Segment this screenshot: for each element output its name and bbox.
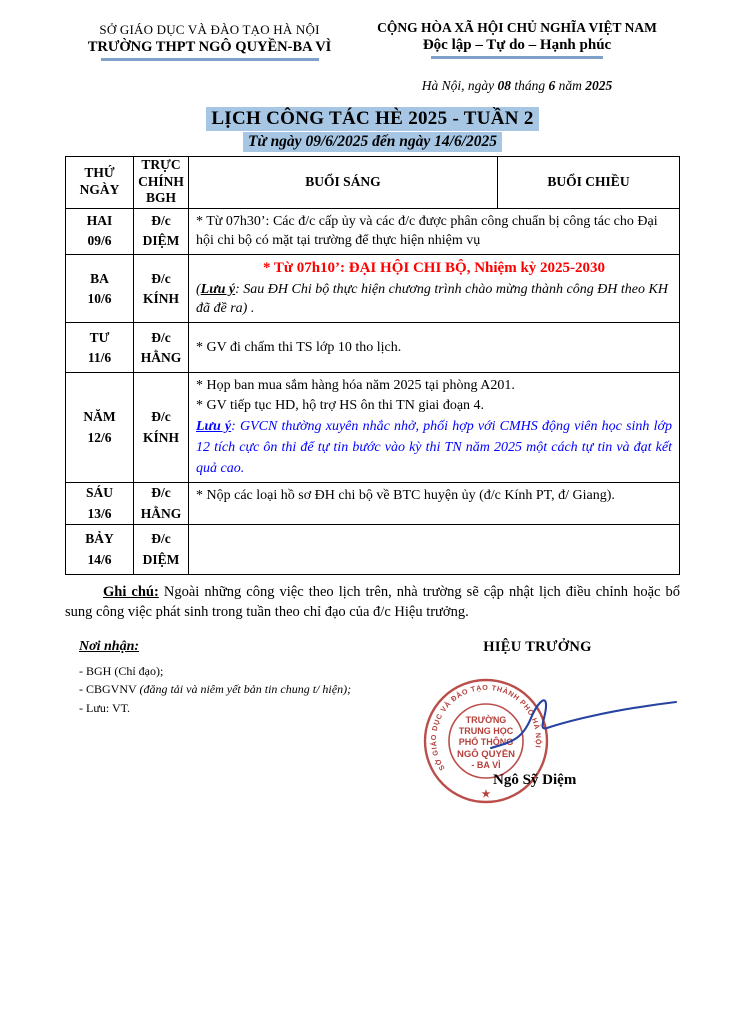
day-cell: SÁU 13/6 (66, 483, 134, 525)
stamp-center-line: PHỔ THÔNG (458, 736, 514, 747)
task-text: * Họp ban mua sắm hàng hóa năm 2025 tại phòng A201. (196, 378, 515, 394)
content-cell (189, 255, 680, 323)
table-row-saturday (66, 525, 680, 575)
duty-cell: Đ/c KÍNH (134, 373, 189, 483)
content-cell (189, 483, 680, 525)
day-cell: TƯ 11/6 (66, 323, 134, 373)
task-text: * Từ 07h30’: Các đ/c cấp ủy và các đ/c được phân công chuẩn bị công tác cho Đại hội chi bộ có mặt tại trường để thực hiện nhiệm vụ (196, 213, 658, 249)
date-month: 6 (548, 77, 556, 93)
task-text: * GV đi chấm thi TS lớp 10 tho lịch. (196, 339, 402, 355)
date-day: 08 (497, 77, 511, 93)
event-note: (Lưu ý: Sau ĐH Chi bộ thực hiện chương trình chào mừng thành công ĐH theo KH đã đề ra) . (196, 281, 668, 317)
table-row-tuesday (66, 255, 680, 323)
footnote-label: Ghi chú: (103, 584, 159, 601)
signature-block (395, 639, 680, 824)
duty-cell: Đ/c DIỆM (134, 208, 189, 255)
issuing-org-block (65, 20, 354, 61)
header-rule-right (431, 56, 603, 59)
day-cell: NĂM 12/6 (66, 373, 134, 483)
duty-cell: Đ/c HẰNG (134, 483, 189, 525)
date-year: 2025 (585, 77, 613, 93)
table-header-row (66, 156, 680, 208)
table-row-wednesday (66, 323, 680, 373)
col-header-morning: BUỔI SÁNG (189, 156, 498, 208)
duty-cell: Đ/c HẰNG (134, 323, 189, 373)
day-cell: BA 10/6 (66, 255, 134, 323)
day-cell: HAI 09/6 (66, 208, 134, 255)
date-text: Hà Nội, ngày (421, 77, 498, 93)
col-header-day: THỨ NGÀY (66, 156, 134, 208)
content-cell (189, 323, 680, 373)
content-cell (189, 208, 680, 255)
note-label: Lưu ý (196, 419, 232, 435)
content-cell (189, 525, 680, 575)
national-motto: Độc lập – Tự do – Hạnh phúc (422, 37, 612, 53)
stamp-center-line: - BA VÌ (471, 759, 501, 770)
recipient-item: - BGH (Chỉ đạo); (79, 663, 164, 678)
day-cell: BẢY 14/6 (66, 525, 134, 575)
duty-cell: Đ/c DIỆM (134, 525, 189, 575)
header-rule-left (101, 58, 319, 61)
org-school-name: TRƯỜNG THPT NGÔ QUYỀN-BA VÌ (87, 39, 332, 55)
page-subtitle: Từ ngày 09/6/2025 đến ngày 14/6/2025 (243, 132, 502, 152)
signer-title: HIỆU TRƯỞNG (483, 638, 592, 655)
note-label: Lưu ý (200, 281, 236, 297)
stamp-star-icon: ★ (481, 788, 491, 800)
official-stamp-and-signature (395, 661, 680, 821)
duty-cell: Đ/c KÍNH (134, 255, 189, 323)
task-text: * Nộp các loại hồ sơ ĐH chi bộ về BTC huyện ủy (đ/c Kính PT, đ/ Giang). (196, 488, 615, 504)
stamp-ring-text: SỞ GIÁO DỤC VÀ ĐÀO TẠO THÀNH PHỐ HÀ NỘI (428, 682, 544, 772)
stamp-center-line: TRUNG HỌC (458, 725, 514, 736)
table-row-monday (66, 208, 680, 255)
page-title: LỊCH CÔNG TÁC HÈ 2025 - TUẦN 2 (206, 107, 538, 131)
recipients-block (65, 639, 395, 824)
document-header (65, 20, 680, 61)
recipients-label: Nơi nhận: (79, 638, 140, 654)
org-parent-name: SỞ GIÁO DỤC VÀ ĐÀO TẠO HÀ NỘI (99, 22, 320, 37)
recipient-item: - CBGVNV (đăng tải và niêm yết bản tin chung t/ hiện); (79, 682, 352, 697)
task-text: * GV tiếp tục HD, hộ trợ HS ôn thi TN giai đoạn 4. (196, 398, 485, 414)
footnote: Ghi chú: Ngoài những công việc theo lịch trên, nhà trường sẽ cập nhật lịch điều chỉnh hoặc bổ sung công việc phát sinh trong tuần theo chỉ đạo của đ/c Hiệu trưởng. (65, 584, 680, 621)
advisory-note: Lưu ý: GVCN thường xuyên nhắc nhở, phối hợp với CMHS động viên học sinh lớp 12 tích cực ôn thi để tự tin bước vào kỳ thi TN năm 2025 một cách tự tin và đạt kết quả cao. (196, 419, 672, 477)
table-row-friday (66, 483, 680, 525)
stamp-center-line: NGÔ QUYỀN (456, 748, 516, 760)
stamp-center-line: TRƯỜNG (465, 714, 507, 725)
schedule-table (65, 156, 680, 576)
content-cell (189, 373, 680, 483)
signer-name: Ngô Sỹ Diệm (493, 771, 577, 788)
highlighted-event-text: * Từ 07h10’: ĐẠI HỘI CHI BỘ, Nhiệm kỳ 2025-2030 (262, 260, 606, 277)
recipient-item: - Lưu: VT. (79, 700, 131, 715)
national-title: CỘNG HÒA XÃ HỘI CHỦ NGHĨA VIỆT NAM (377, 20, 657, 35)
col-header-afternoon: BUỔI CHIỀU (498, 156, 680, 208)
date-line: Hà Nội, ngày 08 tháng 6 năm 2025 (421, 77, 613, 93)
table-row-thursday (66, 373, 680, 483)
national-motto-block (354, 20, 680, 61)
col-header-duty: TRỰC CHÍNH BGH (134, 156, 189, 208)
